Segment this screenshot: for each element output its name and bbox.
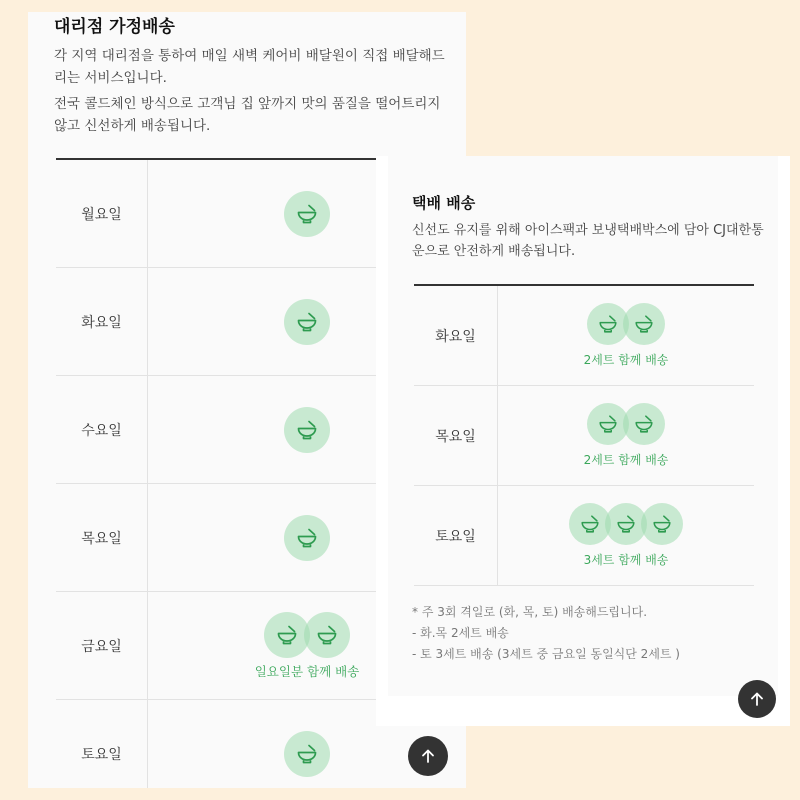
bowl-icon	[295, 418, 319, 442]
bowl-icon	[651, 513, 673, 535]
bowl-icon	[633, 313, 655, 335]
scroll-top-button[interactable]	[738, 680, 776, 718]
parcel-delivery-title: 택배 배송	[412, 194, 476, 212]
bowl-group	[587, 303, 665, 345]
bowl-badge	[284, 731, 330, 777]
delivery-note: 일요일분 함께 배송	[254, 663, 360, 679]
bowl-badge	[623, 403, 665, 445]
bowl-icon	[295, 310, 319, 334]
schedule-row	[414, 286, 754, 386]
delivery-note: 3세트 함께 배송	[583, 553, 669, 567]
home-delivery-title: 대리점 가정배송	[54, 17, 175, 37]
bowl-group	[284, 191, 330, 237]
bowl-icon	[615, 513, 637, 535]
bowl-badge	[284, 299, 330, 345]
day-label: 토요일	[56, 700, 148, 788]
bowl-icon	[295, 742, 319, 766]
bowl-group	[284, 299, 330, 345]
day-label: 화요일	[56, 268, 148, 375]
delivery-note: 2세트 함께 배송	[583, 353, 669, 367]
bowl-badge	[304, 612, 350, 658]
bowl-icon	[633, 413, 655, 435]
home-delivery-desc-2: 전국 콜드체인 방식으로 고객님 집 앞까지 맛의 품질을 떨어트리지 않고 신선하게 배송됩니다.	[54, 96, 441, 134]
bowl-icon	[295, 202, 319, 226]
bowl-icon	[597, 313, 619, 335]
bowl-icon	[275, 623, 299, 647]
day-label: 토요일	[414, 486, 498, 585]
bowl-icon	[315, 623, 339, 647]
bowl-icon	[295, 526, 319, 550]
day-label: 수요일	[56, 376, 148, 483]
day-label: 화요일	[414, 286, 498, 385]
bowl-group	[587, 403, 665, 445]
footnote: * 주 3회 격일로 (화, 목, 토) 배송해드립니다.	[412, 605, 648, 619]
delivery-cell	[498, 386, 754, 485]
bowl-badge	[284, 515, 330, 561]
delivery-note: 2세트 함께 배송	[583, 453, 669, 467]
delivery-cell	[498, 286, 754, 385]
schedule-row	[414, 486, 754, 586]
bowl-badge	[284, 191, 330, 237]
parcel-delivery-desc: 신선도 유지를 위해 아이스팩과 보냉택배박스에 담아 CJ대한통운으로 안전하게 배송됩니다.	[412, 223, 764, 259]
day-label: 월요일	[56, 160, 148, 267]
bowl-group	[284, 407, 330, 453]
day-label: 목요일	[414, 386, 498, 485]
bowl-badge	[623, 303, 665, 345]
bowl-group	[284, 515, 330, 561]
bowl-badge	[641, 503, 683, 545]
arrow-up-icon	[749, 691, 765, 707]
footnote: - 화.목 2세트 배송	[412, 626, 509, 640]
day-label: 목요일	[56, 484, 148, 591]
scroll-top-button[interactable]	[408, 736, 448, 776]
bowl-icon	[597, 413, 619, 435]
schedule-row	[414, 386, 754, 486]
delivery-cell	[498, 486, 754, 585]
parcel-delivery-schedule-table	[414, 284, 754, 586]
bowl-group	[569, 503, 683, 545]
day-label: 금요일	[56, 592, 148, 699]
parcel-delivery-footnotes	[412, 602, 680, 665]
bowl-badge	[284, 407, 330, 453]
bowl-group	[284, 731, 330, 777]
home-delivery-desc-1: 각 지역 대리점을 통하여 매일 새벽 케어비 배달원이 직접 배달해드리는 서비스입니다.	[54, 48, 445, 86]
bowl-icon	[579, 513, 601, 535]
footnote: - 토 3세트 배송 (3세트 중 금요일 동일식단 2세트 )	[412, 647, 680, 661]
arrow-up-icon	[420, 748, 436, 764]
bowl-group	[264, 612, 350, 658]
parcel-delivery-panel	[376, 156, 790, 726]
